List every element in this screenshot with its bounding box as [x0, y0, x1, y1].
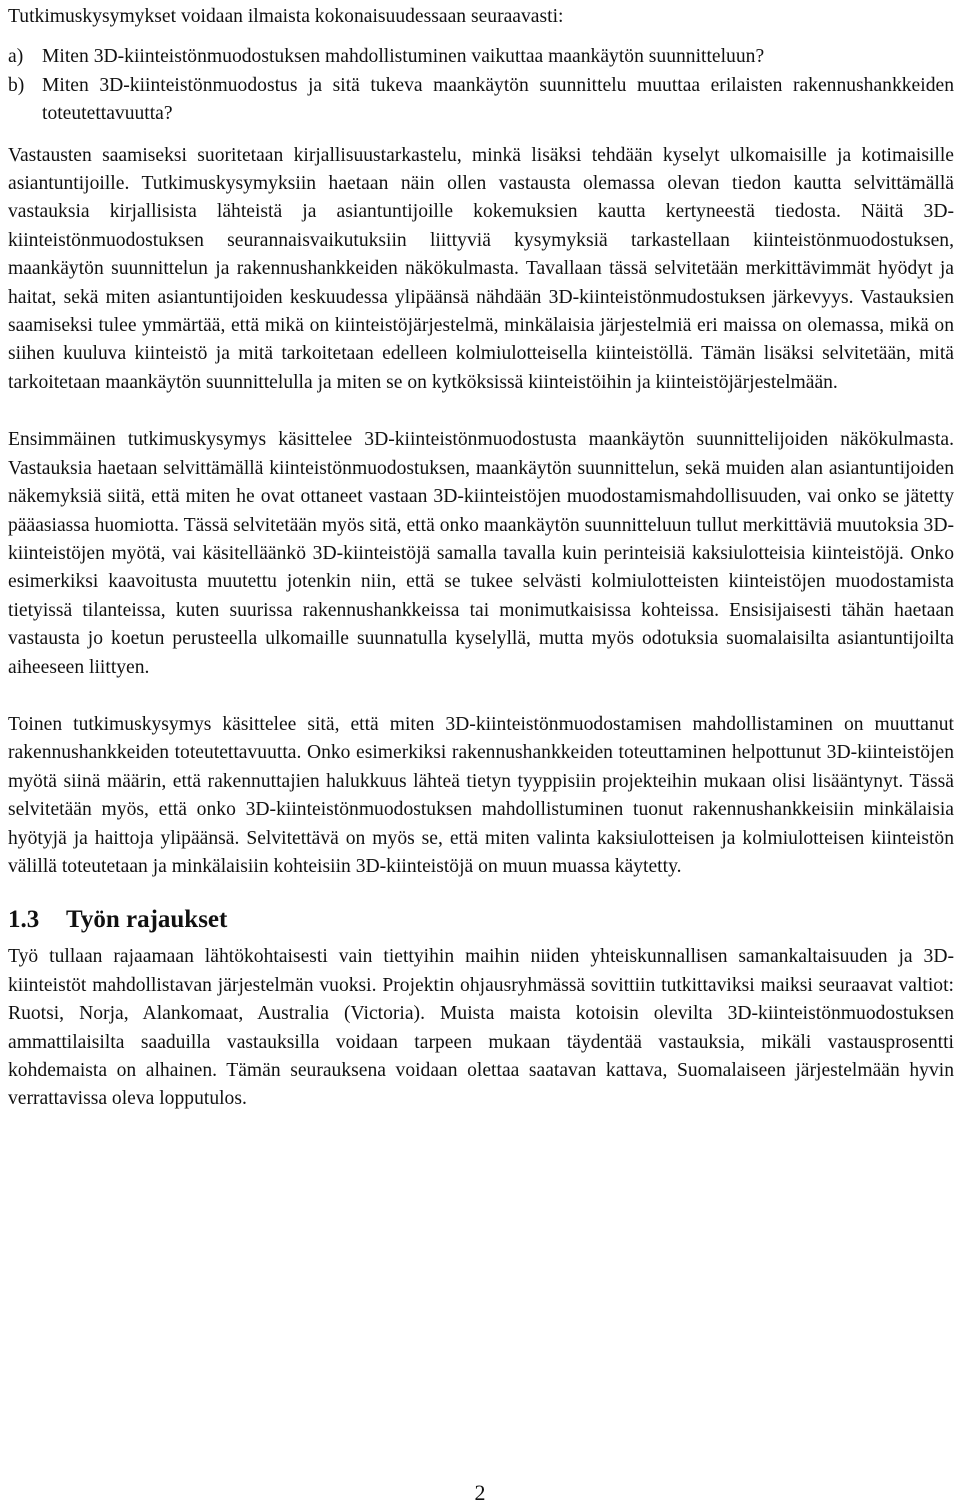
paragraph-scope: Työ tullaan rajaamaan lähtökohtaisesti vain tiettyihin maihin niiden yhteiskunnallisen samankaltaisuuden ja 3D-kiinteistöt mahdollistavan järjestelmän vuoksi. Projektin ohjausryhmässä sovittiin tutkittaviksi maiksi seuraavat valtiot: Ruotsi, Norja, Alankomaat, Australia (Victoria). Muista maista kotoisin olevilta 3D-kiinteistönmuodostuksen ammattilaisilta saaduilla vastauksilla voidaan tarpeen mukaan täydentää vastauksia, mikäli vastausprosentti kohdemaista on alhainen. Tämän seurauksena voidaan olettaa saatavan kattava, Suomalaiseen järjestelmään hyvin verrattavissa oleva lopputulos. [8, 946, 954, 1110]
document-page [8, 0, 954, 1114]
section-heading [8, 903, 954, 937]
question-text: Miten 3D-kiinteistönmuodostuksen mahdollistuminen vaikuttaa maankäytön suunnitteluun? [42, 46, 765, 68]
section-title: Työn rajaukset [66, 906, 228, 934]
list-marker: b) [8, 74, 25, 96]
research-question-list [8, 43, 954, 128]
question-text: Miten 3D-kiinteistönmuodostus ja sitä tukeva maankäytön suunnittelu muuttaa erilaisten rakennushankkeiden toteutettavuutta? [42, 74, 954, 125]
section-number: 1.3 [8, 906, 40, 934]
paragraph-methods: Vastausten saamiseksi suoritetaan kirjallisuustarkastelu, minkä lisäksi tehdään kyselyt ulkomaisille ja kotimaisille asiantuntijoille. Tutkimuskysymyksiin haetaan näin ollen vastausta olemassa olevan tiedon kautta selvittämällä vastauksia kirjallisista lähteistä ja asiantuntijoille kokemuksien kautta kertyneestä tiedosta. Näitä 3D-kiinteistönmuodostuksen seurannaisvaikutuksiin liittyviä kysymyksiä tarkastellaan kiinteistönmuodostuksen, maankäytön suunnittelun ja rakennushankkeiden näkökulmasta. Tavallaan tässä selvitetään merkittävimmät hyödyt ja haitat, sekä miten asiantuntijoiden keskuudessa ylipäänsä nähdään 3D-kiinteistönmudostuksen järkevyys. Vastauksien saamiseksi tulee ymmärtää, että mikä on kiinteistöjärjestelmä, minkälaisia järjestelmiä eri maissa on olemassa, mikä on siihen kuuluva kiinteistö ja mitä tarkoitetaan edelleen kolmiulotteisella kiinteistöllä. Tämän lisäksi selvitetään, mitä tarkoitetaan maankäytön suunnittelulla ja miten se on kytköksissä kiinteistöihin ja kiinteistöjärjestelmään. [8, 144, 954, 393]
intro-text: Tutkimuskysymykset voidaan ilmaista kokonaisuudessaan seuraavasti: [8, 6, 564, 27]
paragraph-first-question: Ensimmäinen tutkimuskysymys käsittelee 3D-kiinteistönmuodostusta maankäytön suunnittelijoiden näkökulmasta. Vastauksia haetaan selvittämällä kiinteistönmuodostuksen, maankäytön suunnittelun, sekä muiden alan asiantuntijoiden näkemyksiä siitä, että miten he ovat ottaneet vastaan 3D-kiinteistöjen muodostamismahdollisuuden, vai onko se jätetty pääasiassa huomiotta. Tässä selvitetään myös sitä, että onko maankäytön suunnitteluun tullut merkittäviä muutoksia 3D-kiinteistöjen myötä, vai käsitelläänkö 3D-kiinteistöjä samalla tavalla kuin perinteisiä kaksiulotteisia kiinteistöjä. Onko esimerkiksi kaavoitusta muutettu jotenkin niin, että se tukee selvästi kolmiulotteisten kiinteistöjen muodostamista tietyissä tilanteissa, kuten suurissa rakennushankkeissa tai monimutkaisissa kohteissa. Ensisijaisesti tähän haetaan vastausta jo koetun perusteella ulkomaille suunnatulla kyselyllä, mutta myös odotuksia suomalaisilta asiantuntijoilta aiheeseen liittyen. [8, 429, 954, 678]
research-question-a [8, 43, 954, 71]
research-question-b [8, 72, 954, 129]
list-marker: a) [8, 46, 24, 68]
page-number: 2 [474, 1480, 486, 1505]
paragraph-second-question: Toinen tutkimuskysymys käsittelee sitä, että miten 3D-kiinteistönmuodostamisen mahdollistaminen on muuttanut rakennushankkeiden toteutettavuutta. Onko esimerkiksi rakennushankkeiden toteuttaminen helpottunut 3D-kiinteistöjen myötä siinä määrin, että rakennuttajien halukkuus lähteä tietyn tyyppisiin projekteihin mukaan olisi lisääntynyt. Tässä selvitetään myös, että onko 3D-kiinteistönmuodostuksen mahdollistuminen tuonut rakennushankkeisiin minkälaisia hyötyjä ja haittoja ylipäänsä. Selvitettävä on myös se, että miten valinta kaksiulotteisen ja kolmiulotteisen kiinteistön välillä toteutetaan ja minkälaisiin kohteisiin 3D-kiinteistöjä on muun muassa käytetty. [8, 713, 954, 877]
